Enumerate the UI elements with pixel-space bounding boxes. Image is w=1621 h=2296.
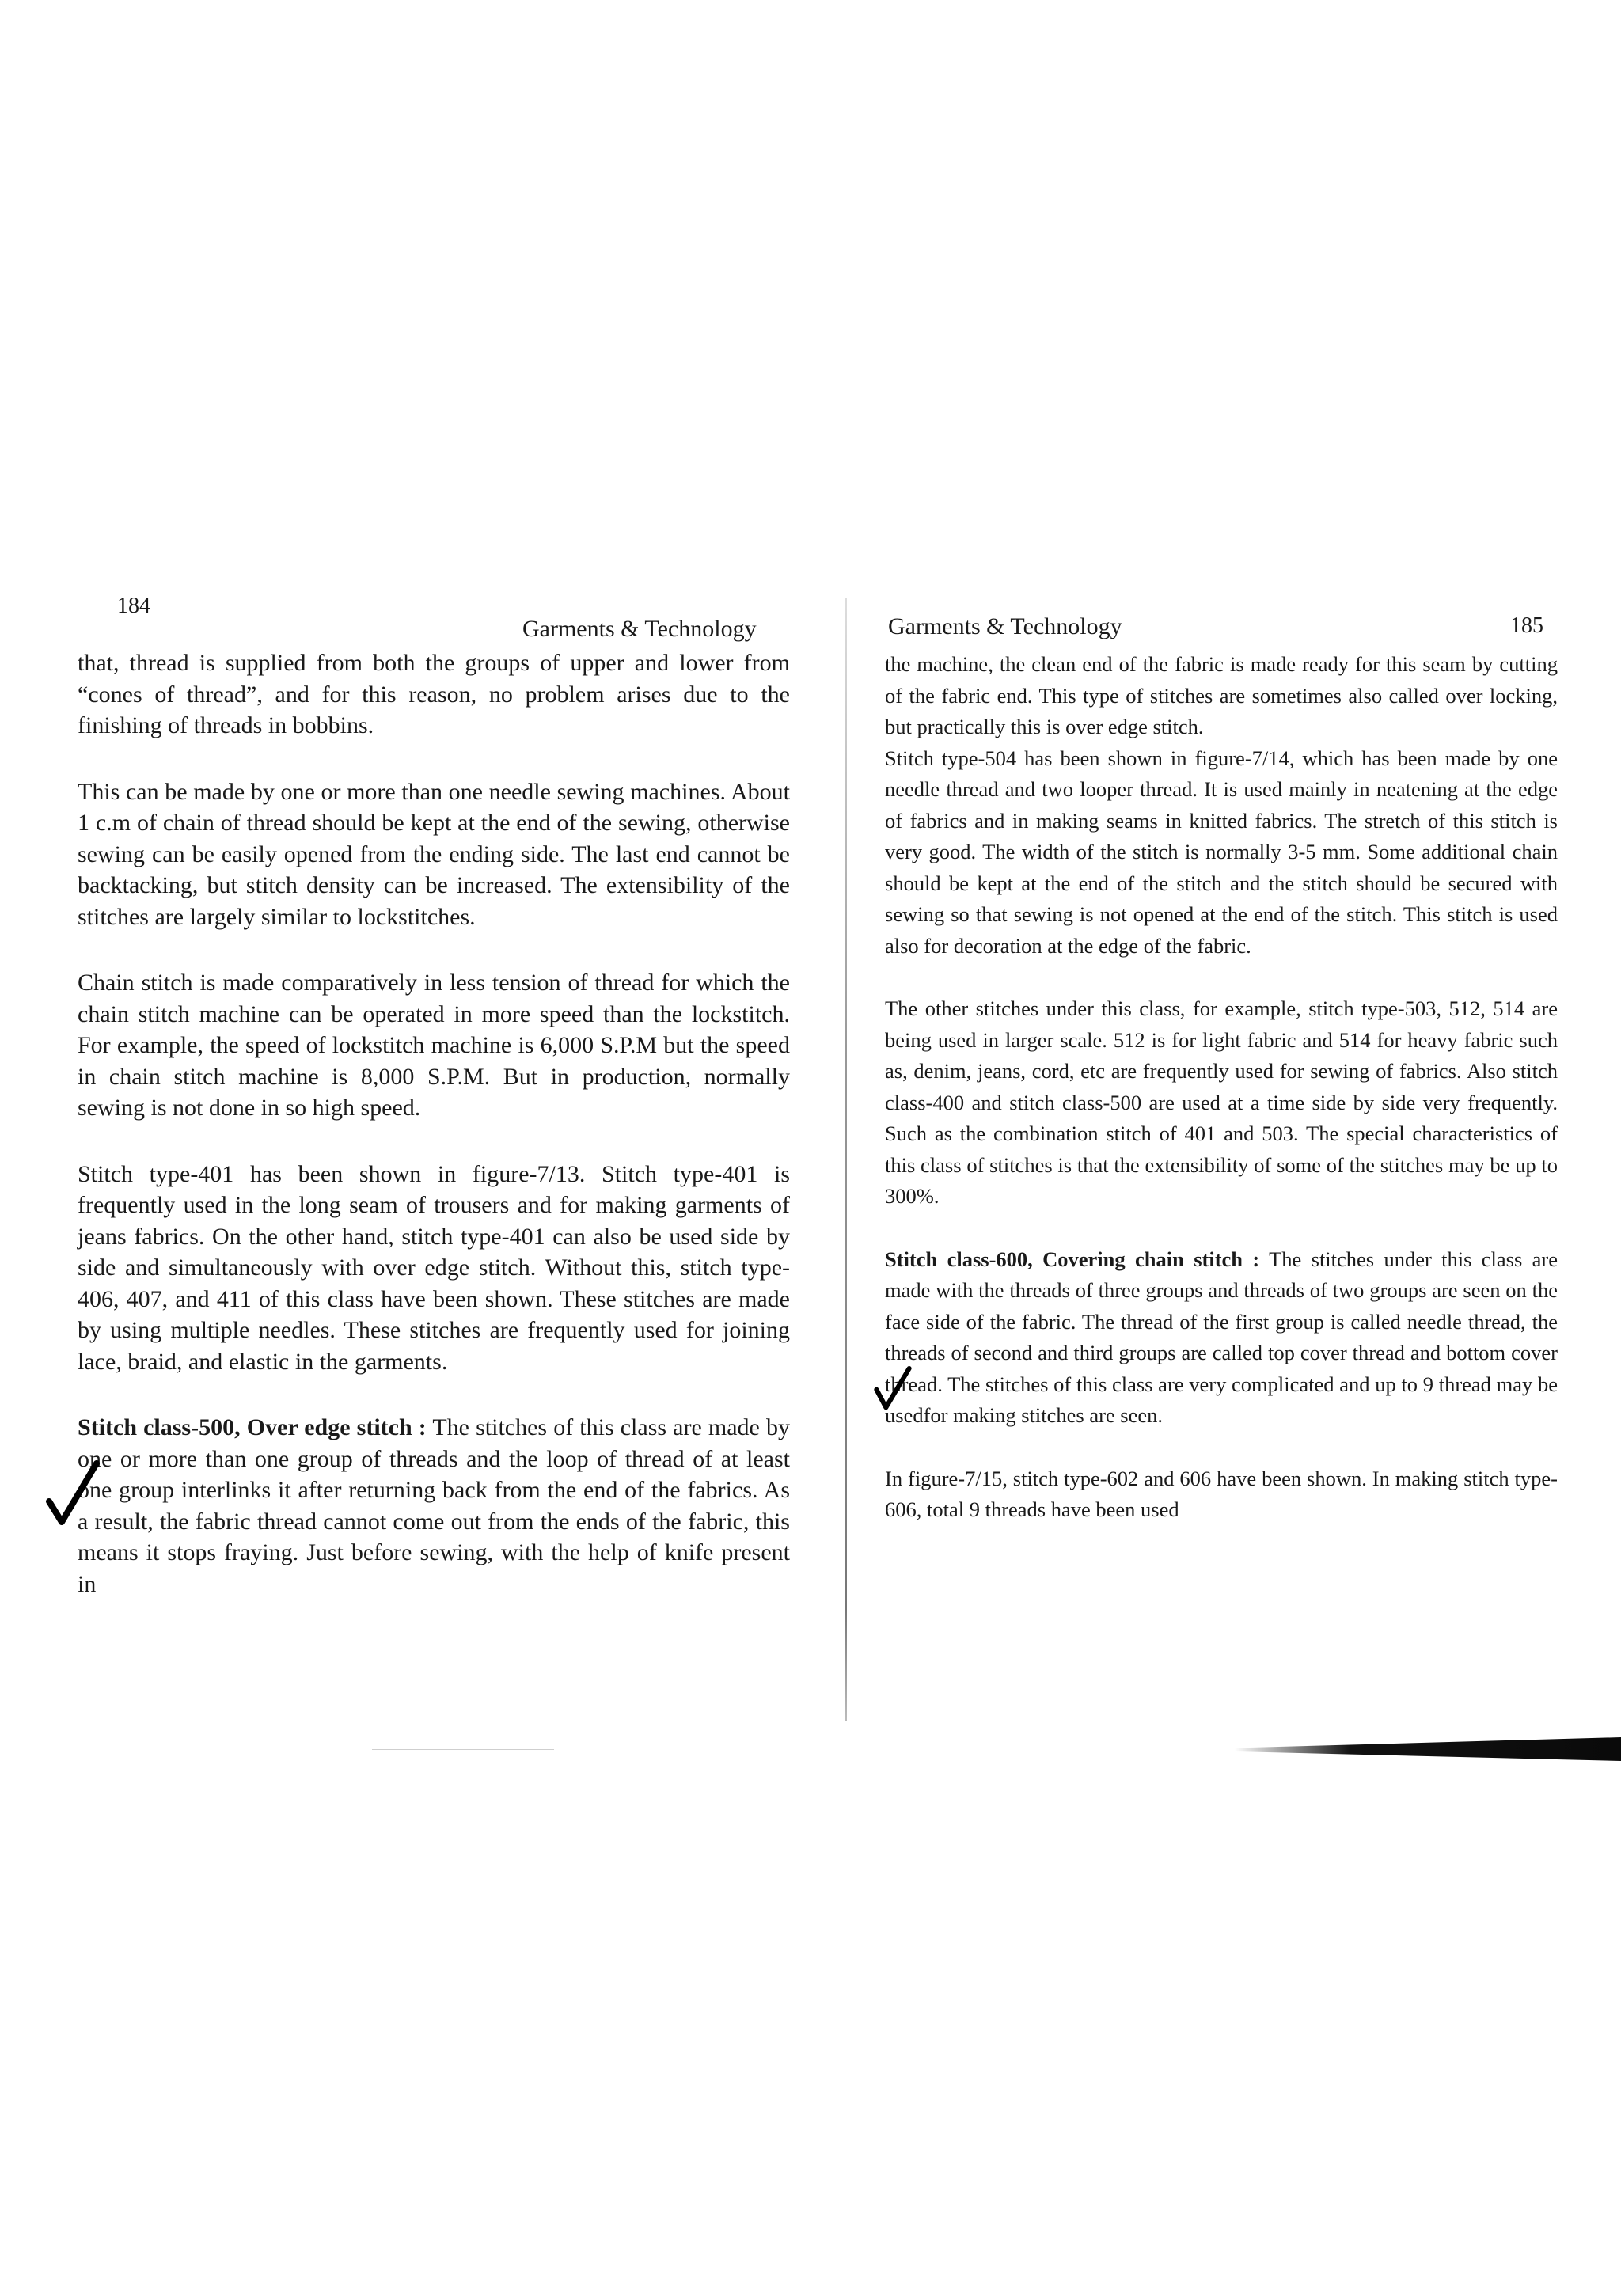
running-head: Garments & Technology <box>888 613 1122 639</box>
page-number: 185 <box>1510 613 1543 638</box>
scan-artifact-line <box>372 1749 554 1750</box>
paragraph: This can be made by one or more than one needle sewing machines. About 1 c.m of chain of thread should be kept at the end of the sewing, otherwise sewing can be easily opened from the ending side. The last end cannot be backtacking, but stitch density can be increased. The extensibility of the stitches are largely similar to lockstitches. <box>78 778 790 930</box>
paragraph: that, thread is supplied from both the groups of upper and lower from “cones of thread”, and for this reason, no problem arises due to the finishing of threads in bobbins. <box>78 650 790 738</box>
paragraph: the machine, the clean end of the fabric is made ready for this seam by cutting of the fabric end. This type of stitches are sometimes also called over locking, but practically this is over edge stitch. <box>885 652 1558 738</box>
paragraph: Stitch type-504 has been shown in figure-7/14, which has been made by one needle thread and two looper thread. It is used mainly in neatening at the edge of fabrics and in making seams in knitted fabrics. The stretch of this stitch is very good. The width of the stitch is normally 3-5 mm. Some additional chain should be kept at the end of the stitch and the stitch should be secured with sewing so that sewing is not opened at the end of the stitch. This stitch is used also for decoration at the edge of the fabric. <box>885 746 1558 958</box>
page-gutter-line <box>845 598 847 1721</box>
left-page-body <box>78 647 790 1600</box>
running-head: Garments & Technology <box>522 616 757 642</box>
section-paragraph <box>78 1412 790 1600</box>
section-paragraph <box>885 1244 1558 1432</box>
paragraph: The other stitches under this class, for example, stitch type-503, 512, 514 are being used in larger scale. 512 is for light fabric and 514 for heavy fabric such as, denim, jeans, cord, etc are frequently used for sewing of fabrics. Also stitch class-400 and stitch class-500 are used at a time side by side very frequently. Such as the combination stitch of 401 and 503. The special characteristics of this class of stitches is that the extensibility of some of the stitches may be up to 300%. <box>885 996 1558 1208</box>
checkmark-icon <box>871 1365 915 1413</box>
section-text: The stitches of this class are made by one or more than one group of threads and the loop of thread of at least one group interlinks it after returning back from the end of the fabrics. As a result, the fabric thread cannot come out from the ends of the fabric, this means it stops fraying. Just before sewing, with the help of knife present in <box>78 1414 790 1597</box>
page-number: 184 <box>117 594 150 618</box>
paragraph: In figure-7/15, stitch type-602 and 606 have been shown. In making stitch type-606, total 9 threads have been used <box>885 1466 1558 1521</box>
paragraph: Stitch type-401 has been shown in figure-7/13. Stitch type-401 is frequently used in the long seam of trousers and for making garments of jeans fabrics. On the other hand, stitch type-401 can also be used side by side and simultaneously with over edge stitch. Without this, stitch type-406, 407, and 411 of this class have been shown. These stitches are made by using multiple needles. These stitches are frequently used for joining lace, braid, and elastic in the garments. <box>78 1160 790 1375</box>
section-heading: Stitch class-600, Covering chain stitch : <box>885 1247 1260 1271</box>
section-heading: Stitch class-500, Over edge stitch : <box>78 1414 427 1440</box>
section-text: The stitches under this class are made with the threads of three groups and threads of two groups are seen on the face side of the fabric. The thread of the first group is called needle thread, the threads of second and third groups are called top cover thread and bottom cover thread. The stitches of this class are very complicated and up to 9 thread may be usedfor making stitches are seen. <box>885 1247 1558 1427</box>
scan-edge-shadow <box>1235 1737 1621 1761</box>
paragraph: Chain stitch is made comparatively in less tension of thread for which the chain stitch machine can be operated in more speed than the lockstitch. For example, the speed of lockstitch machine is 6,000 S.P.M but the speed in chain stitch machine is 8,000 S.P.M. But in production, normally sewing is not done in so high speed. <box>78 970 790 1121</box>
checkmark-icon <box>46 1460 101 1531</box>
right-page-body <box>885 649 1558 1526</box>
